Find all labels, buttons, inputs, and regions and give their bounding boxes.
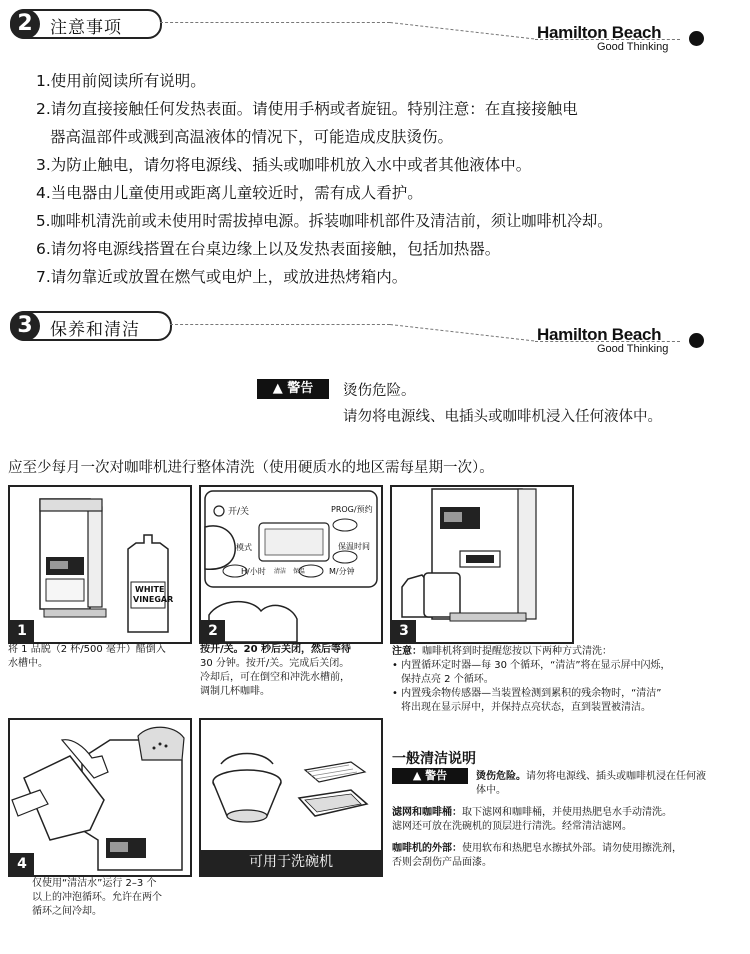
mode-button-label: 模式 (236, 543, 252, 552)
caution-item: 5.咖啡机清洗前或未使用时需拔掉电源。拆装咖啡机部件及清洁前，须让咖啡机冷却。 (36, 212, 613, 230)
brand-tagline: Good Thinking (597, 41, 669, 53)
bullet-line: 内置残余物传感器—当装置检测到累积的残余物时，“清洁” (401, 688, 662, 699)
step-3-note (392, 645, 612, 659)
brand-dot-icon (689, 333, 704, 348)
step-4-caption-line: 仅使用“清洁水”运行 2–3 个 (32, 878, 157, 889)
brand-tagline: Good Thinking (597, 343, 669, 355)
step-3-number: 3 (392, 620, 416, 642)
bullet-line: 内置循环定时器—每 30 个循环，“清洁”将在显示屏中闪烁， (401, 660, 671, 671)
keep-warm-label: 保温时间 (338, 542, 370, 551)
section-2-number: 2 (10, 9, 40, 39)
divider (390, 22, 534, 39)
clean-indicator-label: 清洁 (274, 568, 287, 575)
hour-button-label: H/小时 (241, 567, 266, 576)
section-3-number: 3 (10, 311, 40, 341)
step-3-illustration (390, 485, 574, 644)
general-warning-body: 请勿将电源线、插头或咖啡机浸在任何液 (526, 771, 706, 782)
step-2-illustration (199, 485, 383, 644)
general-warning-text (476, 770, 706, 784)
vinegar-label-line: VINEGAR (133, 595, 174, 604)
filter-label: 滤网和咖啡桶： (392, 807, 462, 818)
warning-triangle-icon: ▲ (412, 769, 426, 782)
brand-logo: Hamilton Beach (537, 23, 662, 42)
step-1-illustration (8, 485, 192, 644)
caution-item: 1.使用前阅读所有说明。 (36, 72, 206, 90)
divider (390, 324, 534, 341)
exterior-text: 使用软布和热肥皂水擦拭外部。请勿使用擦洗剂， (462, 843, 682, 854)
general-warning-badge (392, 768, 468, 784)
step-2-caption-line: 冷却后，可在倒空和冲洗水槽前， (200, 672, 350, 683)
minute-button-label: M/分钟 (329, 567, 355, 576)
warning-badge-label: 警告 (425, 769, 448, 782)
step-2-caption-line: 调制几杯咖啡。 (200, 686, 270, 697)
step-3-bullet-cont: 将出现在显示屏中，并保持点亮状态，直到装置被清洁。 (401, 702, 651, 713)
filter-basket-illustration (201, 720, 381, 850)
divider (160, 22, 390, 23)
power-button-label: 开/关 (228, 507, 250, 517)
dishwasher-safe-label: 可用于洗碗机 (201, 850, 381, 875)
general-warning-text-cont: 体中。 (476, 785, 506, 796)
warning-badge-label: 警告 (287, 381, 314, 396)
vinegar-label-line: WHITE (135, 585, 165, 594)
brand-dot-icon (689, 31, 704, 46)
warning-line-1: 烫伤危险。 (343, 383, 416, 399)
caution-item: 7.请勿靠近或放置在燃气或电炉上，或放进热烤箱内。 (36, 268, 408, 286)
warm-indicator-label: 保温 (293, 568, 306, 575)
filter-text: 取下滤网和咖啡桶，并使用热肥皂水手动清洗。 (462, 807, 672, 818)
step-4-number: 4 (10, 853, 34, 875)
brand-logo: Hamilton Beach (537, 325, 662, 344)
step-4-caption-line: 以上的冲泡循环。允许在两个 (32, 892, 162, 903)
step-3-bullet-cont: 保持点亮 2 个循环。 (401, 674, 494, 685)
step-2-caption-line: 按开/关。20 秒后关闭，然后等待 (200, 644, 352, 655)
step-4-illustration (8, 718, 192, 877)
section-2-tag (10, 9, 162, 39)
exterior-instructions-cont: 否则会刮伤产品面漆。 (392, 857, 492, 868)
caution-item: 6.请勿将电源线搭置在台桌边缘上以及发热表面接触，包括加热器。 (36, 240, 501, 258)
step-2-caption-line: 30 分钟。按开/关。完成后关闭。 (200, 658, 350, 669)
step-1-caption-line: 将 1 品脱（2 杯/500 毫升）醋倒入 (8, 644, 166, 655)
general-warning-bold: 烫伤危险。 (476, 771, 526, 782)
prog-button-label: PROG/预约 (331, 505, 373, 514)
caution-item: 器高温部件或溅到高温液体的情况下，可能造成皮肤烫伤。 (50, 128, 454, 146)
step-1-number: 1 (10, 620, 34, 642)
dishwasher-safe-illustration (199, 718, 383, 877)
warning-line-2: 请勿将电源线、电插头或咖啡机浸入任何液体中。 (343, 409, 662, 425)
step-3-bullet: • 内置残余物传感器—当装置检测到累积的残余物时，“清洁” (392, 688, 662, 699)
warning-triangle-icon: ▲ (272, 381, 288, 396)
monthly-cleaning-note: 应至少每月一次对咖啡机进行整体清洗（使用硬质水的地区需每星期一次）。 (8, 460, 494, 476)
filter-instructions-cont: 滤网还可放在洗碗机的顶层进行清洗。经常清洁滤网。 (392, 821, 632, 832)
coffee-maker-vinegar-illustration (10, 487, 190, 642)
exterior-instructions (392, 842, 682, 856)
step-4-caption-line: 循环之间冷却。 (32, 906, 102, 917)
filter-basket-instructions (392, 806, 672, 820)
section-3-tag (10, 311, 172, 341)
divider (170, 324, 390, 325)
pour-clean-water-illustration (10, 720, 190, 875)
note-label: 注意： (392, 646, 422, 657)
caution-item: 4.当电器由儿童使用或距离儿童较近时，需有成人看护。 (36, 184, 423, 202)
note-text: 咖啡机将到时提醒您按以下两种方式清洗： (422, 646, 612, 657)
step-2-number: 2 (201, 620, 225, 642)
general-cleaning-title: 一般清洁说明 (392, 751, 476, 767)
step-3-bullet: • 内置循环定时器—每 30 个循环，“清洁”将在显示屏中闪烁， (392, 660, 671, 671)
step-1-caption-line: 水槽中。 (8, 658, 48, 669)
caution-item: 3.为防止触电，请勿将电源线、插头或咖啡机放入水中或者其他液体中。 (36, 156, 532, 174)
section-3-title: 保养和清洁 (50, 320, 140, 340)
warning-badge (257, 379, 329, 399)
exterior-label: 咖啡机的外部： (392, 843, 462, 854)
mug-under-dispenser-illustration (392, 487, 572, 642)
section-2-title: 注意事项 (50, 18, 122, 38)
caution-item: 2.请勿直接接触任何发热表面。请使用手柄或者旋钮。特别注意：在直接接触电 (36, 100, 578, 118)
